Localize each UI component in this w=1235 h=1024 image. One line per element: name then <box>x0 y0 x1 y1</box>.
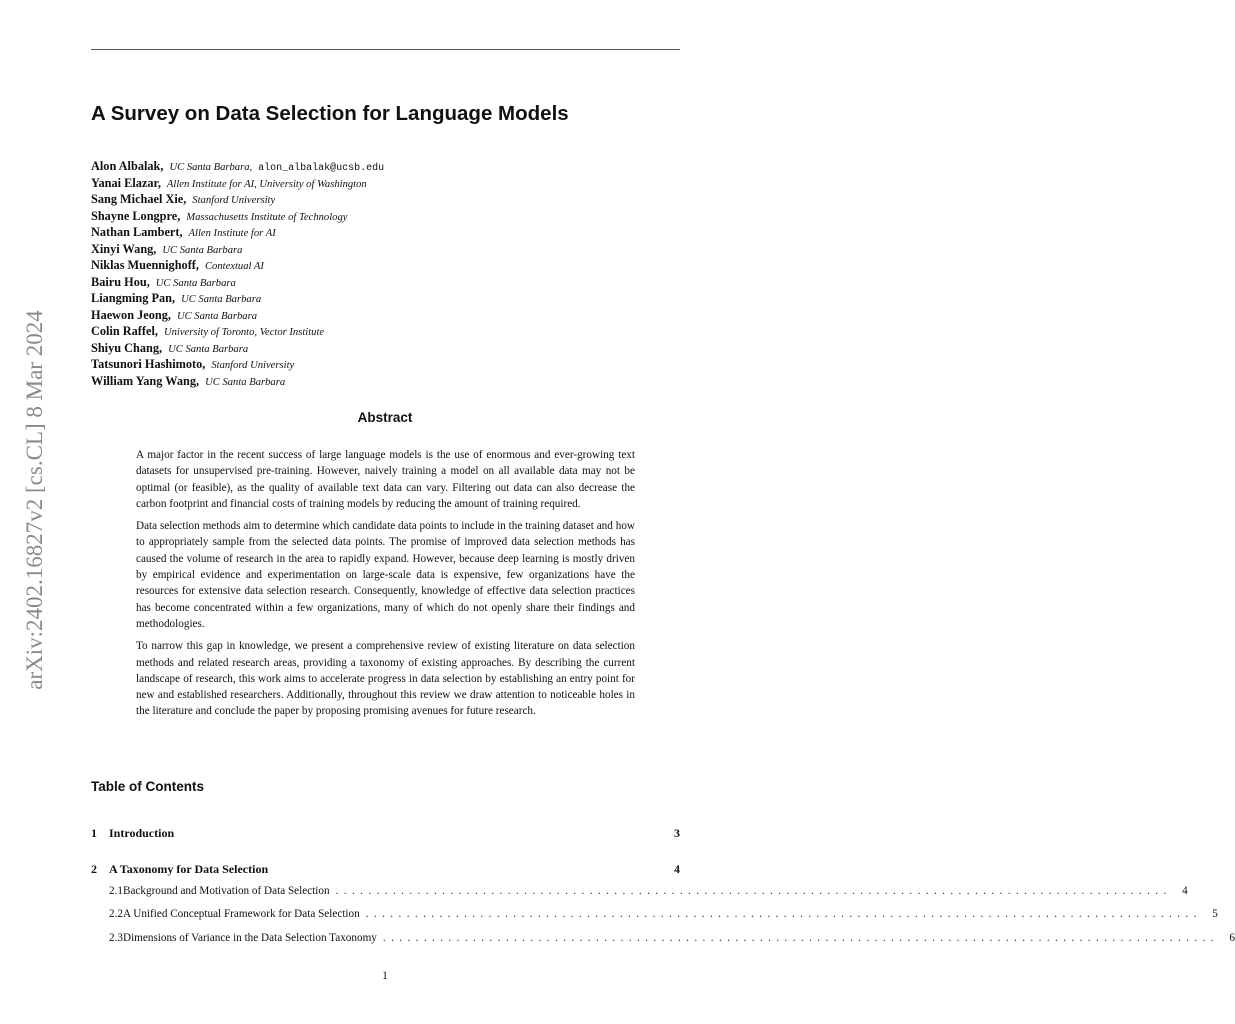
author-name: Niklas Muennighoff, <box>91 258 199 272</box>
author-list <box>91 157 691 388</box>
author-name: Liangming Pan, <box>91 291 176 305</box>
toc-entry-label: Introduction <box>109 826 175 840</box>
header-rule <box>91 49 680 50</box>
author-name: Xinyi Wang, <box>91 241 157 256</box>
toc-entry-page: 5 <box>1212 908 1218 920</box>
toc-entry-page: 6 <box>1229 932 1235 944</box>
toc-heading: Table of Contents <box>91 779 204 794</box>
author-email[interactable]: alon_albalak@ucsb.edu <box>258 163 385 174</box>
author-affiliation: UC Santa Barbara <box>168 343 249 355</box>
author-name: Yanai Elazar, <box>91 175 161 190</box>
toc-leader-dots: ...................................................................................................... <box>382 932 1219 944</box>
author-affiliation: Stanford University <box>211 360 295 371</box>
toc-entry-label: Background and Motivation of Data Selection <box>122 885 330 897</box>
author-affiliation: Contextual AI <box>204 261 264 272</box>
author-entry <box>91 174 691 191</box>
author-entry <box>91 190 691 207</box>
author-affiliation: UC Santa Barbara, <box>169 162 253 173</box>
author-affiliation: UC Santa Barbara <box>181 294 262 305</box>
author-entry <box>91 355 691 372</box>
author-affiliation: UC Santa Barbara <box>162 244 243 256</box>
author-entry <box>91 372 691 389</box>
toc-entry-background[interactable] <box>109 885 1188 897</box>
author-entry <box>91 223 691 240</box>
author-affiliation: Allen Institute for AI <box>188 228 276 239</box>
author-name: Tatsunori Hashimoto, <box>91 357 206 371</box>
author-name: Colin Raffel, <box>91 324 158 338</box>
author-entry <box>91 256 691 273</box>
toc-entry-number: 2.2 <box>109 908 123 920</box>
toc-entry-label: A Taxonomy for Data Selection <box>109 862 269 876</box>
toc-entry-number: 2.3 <box>109 932 123 944</box>
author-name: Alon Albalak, <box>91 159 164 173</box>
toc-entry-number: 1 <box>91 826 97 840</box>
toc-entry-label: Dimensions of Variance in the Data Selection Taxonomy <box>122 932 377 944</box>
author-entry <box>91 240 691 257</box>
toc-leader-dots: ...................................................................................................... <box>335 885 1172 897</box>
abstract-body <box>136 447 635 726</box>
arxiv-identifier: arXiv:2402.16827v2 [cs.CL] 8 Mar 2024 <box>22 310 47 690</box>
toc-entry-page: 4 <box>674 862 680 876</box>
toc-entry-taxonomy[interactable] <box>91 862 680 877</box>
author-affiliation: Allen Institute for AI, University of Washington <box>166 178 367 190</box>
author-affiliation: UC Santa Barbara <box>176 310 257 322</box>
author-affiliation: University of Toronto, Vector Institute <box>163 327 325 338</box>
author-entry <box>91 289 691 306</box>
abstract-paragraph: A major factor in the recent success of large language models is the use of enormous and ever-growing text datasets for unsupervised pre-training. However, naively training a model on all available data may not be optimal (or feasible), as the quality of available text data can vary. Filtering out data can also decrease the carbon footprint and financial costs of training models by reducing the amount of training required. <box>136 449 635 510</box>
toc-leader-dots: ...................................................................................................... <box>365 908 1202 920</box>
author-affiliation: Massachusetts Institute of Technology <box>186 211 348 223</box>
author-name: Nathan Lambert, <box>91 225 183 239</box>
toc-entry-introduction[interactable] <box>91 826 680 841</box>
paper-title: A Survey on Data Selection for Language Models <box>91 102 569 125</box>
abstract-paragraph: Data selection methods aim to determine which candidate data points to include in the training dataset and how to appropriately sample from the selected data points. The promise of improved data selection methods has caused the volume of research in the area to rapidly expand. However, because deep learning is mostly driven by empirical evidence and experimentation on large-scale data is expensive, few organizations have the resources for extensive data selection research. Consequently, knowledge of effective data selection practices has become concentrated within a few organizations, many of which do not openly share their findings and methodologies. <box>136 520 635 630</box>
author-entry <box>91 207 691 224</box>
toc-entry-framework[interactable] <box>109 908 1218 920</box>
page-number: 1 <box>382 970 388 982</box>
toc-entry-page: 3 <box>674 826 680 840</box>
author-entry <box>91 322 691 339</box>
abstract-heading: Abstract <box>357 410 413 425</box>
author-entry <box>91 339 691 356</box>
author-entry <box>91 306 691 323</box>
author-name: Shayne Longpre, <box>91 208 181 223</box>
toc-entry-number: 2 <box>91 862 97 876</box>
author-entry <box>91 157 691 174</box>
author-name: Sang Michael Xie, <box>91 192 187 206</box>
author-affiliation: UC Santa Barbara <box>205 376 286 388</box>
author-name: Bairu Hou, <box>91 274 150 289</box>
toc-entry-dimensions[interactable] <box>109 932 1235 944</box>
toc-entry-label: A Unified Conceptual Framework for Data Selection <box>122 908 360 920</box>
author-name: Haewon Jeong, <box>91 307 171 322</box>
author-affiliation: UC Santa Barbara <box>155 277 236 289</box>
toc-entry-number: 2.1 <box>109 885 123 897</box>
abstract-paragraph: To narrow this gap in knowledge, we present a comprehensive review of existing literature on data selection methods and related research areas, providing a taxonomy of existing approaches. By describing the current landscape of research, this work aims to accelerate progress in data selection by establishing an entry point for new and established researchers. Additionally, throughout this review we draw attention to noticeable holes in the literature and conclude the paper by proposing promising avenues for future research. <box>136 640 635 718</box>
author-name: William Yang Wang, <box>91 373 200 388</box>
author-name: Shiyu Chang, <box>91 340 163 355</box>
author-affiliation: Stanford University <box>192 195 276 206</box>
author-entry <box>91 273 691 290</box>
toc-entry-page: 4 <box>1182 885 1188 897</box>
